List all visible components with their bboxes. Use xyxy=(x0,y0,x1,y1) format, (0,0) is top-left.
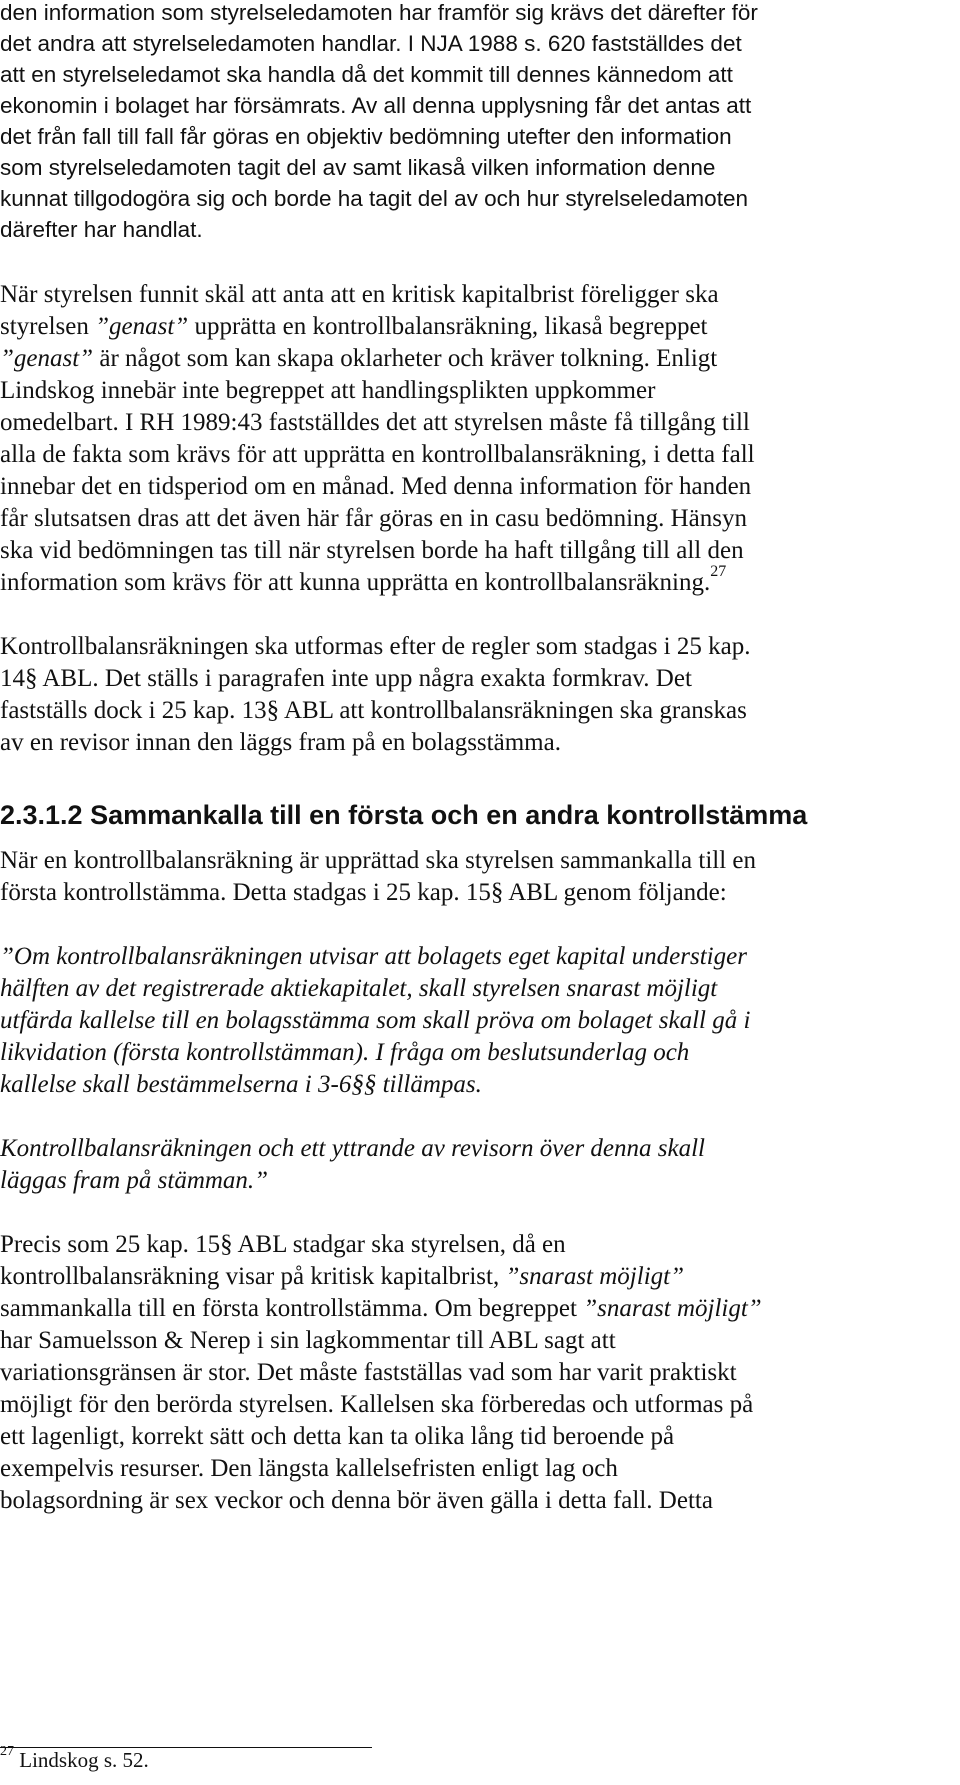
footnote-number: 27 xyxy=(0,1744,14,1759)
para2-text: är något som kan skapa oklarheter och kräver tolkning. Enligt xyxy=(93,345,718,372)
quote-line-2: hälften av det registrerade aktiekapitalet, skall styrelsen snarast möjligt xyxy=(0,975,718,1002)
footnote-text: Lindskog s. 52. xyxy=(14,1748,149,1772)
para2-line-9: ska vid bedömningen tas till när styrelsen borde ha haft tillgång till all den xyxy=(0,537,744,564)
para5-line-7: ett lagenligt, korrekt sätt och detta kan ta olika lång tid beroende på xyxy=(0,1423,675,1450)
para5-text: sammankalla till en första kontrollstämma. Om begreppet xyxy=(0,1295,584,1322)
section-heading: 2.3.1.2 Sammankalla till en första och en andra kontrollstämma xyxy=(0,800,808,830)
quote-line-4: likvidation (första kontrollstämman). I fråga om beslutsunderlag och xyxy=(0,1039,690,1066)
para2-line-4: Lindskog innebär inte begreppet att handlingsplikten uppkommer xyxy=(0,377,656,404)
para3-line-2: 14§ ABL. Det ställs i paragrafen inte upp några exakta formkrav. Det xyxy=(0,665,692,692)
quote-line-5: kallelse skall bestämmelserna i 3-6§§ tillämpas. xyxy=(0,1071,482,1098)
para1-line-3: att en styrelseledamot ska handla då det kommit till dennes kännedom att xyxy=(0,62,733,87)
quote2-line-2: läggas fram på stämman.” xyxy=(0,1167,269,1194)
para2-text: upprätta en kontrollbalansräkning, likaså begreppet xyxy=(188,313,708,340)
para1-line-6: som styrelseledamoten tagit del av samt likaså vilken information denne xyxy=(0,155,716,180)
para1-line-7: kunnat tillgodogöra sig och borde ha tagit del av och hur styrelseledamoten xyxy=(0,186,748,211)
para2-line-7: innebar det en tidsperiod om en månad. Med denna information för handen xyxy=(0,473,752,500)
quote-line-1: ”Om kontrollbalansräkningen utvisar att bolagets eget kapital understiger xyxy=(0,943,747,970)
para4-line-2: första kontrollstämma. Detta stadgas i 25 kap. 15§ ABL genom följande: xyxy=(0,879,727,906)
para2-line-5: omedelbart. I RH 1989:43 fastställdes det att styrelsen måste få tillgång till xyxy=(0,409,750,436)
para1-line-5: det från fall till fall får göras en objektiv bedömning utefter den information xyxy=(0,124,732,149)
para5-line-1: Precis som 25 kap. 15§ ABL stadgar ska styrelsen, då en xyxy=(0,1231,566,1258)
para1-line-4: ekonomin i bolaget har försämrats. Av all denna upplysning får det antas att xyxy=(0,93,752,118)
snarast-term: ”snarast möjligt” xyxy=(505,1263,684,1290)
para5-line-4: har Samuelsson & Nerep i sin lagkommentar till ABL sagt att xyxy=(0,1327,616,1354)
footnote-reference[interactable]: 27 xyxy=(710,563,727,580)
para4-line-1: När en kontrollbalansräkning är upprättad ska styrelsen sammankalla till en xyxy=(0,847,757,874)
para1-line-1: den information som styrelseledamoten har framför sig krävs det därefter för xyxy=(0,0,758,25)
para5-line-2 xyxy=(0,1263,684,1291)
para5-line-8: exempelvis resurser. Den längsta kallelsefristen enligt lag och xyxy=(0,1455,618,1482)
para2-line-3 xyxy=(0,345,717,373)
para2-text: information som krävs för att kunna upprätta en kontrollbalansräkning. xyxy=(0,569,711,596)
para1-line-2: det andra att styrelseledamoten handlar. I NJA 1988 s. 620 fastställdes det xyxy=(0,31,742,56)
para2-line-2 xyxy=(0,313,708,341)
para1-line-8: därefter har handlat. xyxy=(0,217,203,242)
para5-line-9: bolagsordning är sex veckor och denna bör även gälla i detta fall. Detta xyxy=(0,1487,713,1514)
para2-line-10 xyxy=(0,563,727,597)
para3-line-4: av en revisor innan den läggs fram på en bolagsstämma. xyxy=(0,729,561,756)
para5-text: kontrollbalansräkning visar på kritisk kapitalbrist, xyxy=(0,1263,506,1290)
genast-term: ”genast” xyxy=(95,313,189,340)
para2-line-8: får slutsatsen dras att det även här får göras en in casu bedömning. Hänsyn xyxy=(0,505,747,532)
para3-line-3: fastställs dock i 25 kap. 13§ ABL att kontrollbalansräkningen ska granskas xyxy=(0,697,747,724)
para2-line-1: När styrelsen funnit skäl att anta att en kritisk kapitalbrist föreligger ska xyxy=(0,281,719,308)
para3-line-1: Kontrollbalansräkningen ska utformas efter de regler som stadgas i 25 kap. xyxy=(0,633,751,660)
quote2-line-1: Kontrollbalansräkningen och ett yttrande av revisorn över denna skall xyxy=(0,1135,705,1162)
snarast-term: ”snarast möjligt” xyxy=(583,1295,762,1322)
para5-line-5: variationsgränsen är stor. Det måste fastställas vad som har varit praktiskt xyxy=(0,1359,737,1386)
para2-line-6: alla de fakta som krävs för att upprätta en kontrollbalansräkning, i detta fall xyxy=(0,441,755,468)
para2-text: styrelsen xyxy=(0,313,96,340)
para5-line-6: möjligt för den berörda styrelsen. Kallelsen ska förberedas och utformas på xyxy=(0,1391,754,1418)
para5-line-3 xyxy=(0,1295,762,1323)
footnote xyxy=(0,1744,149,1773)
genast-term: ”genast” xyxy=(0,345,94,372)
quote-line-3: utfärda kallelse till en bolagsstämma som skall pröva om bolaget skall gå i xyxy=(0,1007,751,1034)
